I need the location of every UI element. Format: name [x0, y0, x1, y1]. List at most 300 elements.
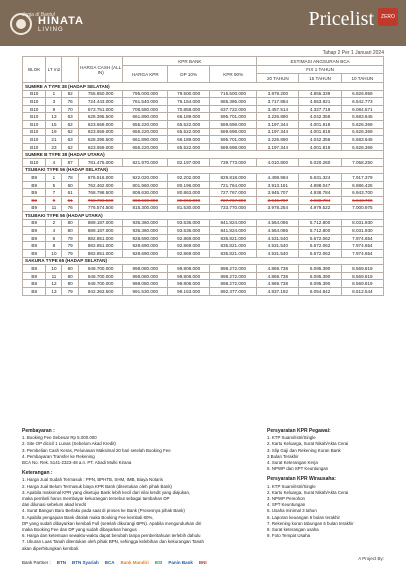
table-cell: 8	[46, 242, 62, 250]
table-cell: 5.712.800	[299, 227, 341, 235]
list-item: 4. Surat Bangun Baru Berlaku pada saat di proses ke Bank (Prosesnya pihak Bank)	[22, 508, 185, 514]
bank-partner-label: Bank Partner :	[22, 559, 51, 565]
term-date: Tahap 2 Per 1 Januari 2024	[322, 50, 384, 56]
table-cell: 65.522.000	[168, 143, 210, 151]
table-cell: 11	[46, 204, 62, 212]
logo-main-text: HINATA	[38, 15, 84, 27]
table-cell: 6.054.842	[299, 288, 341, 296]
bank-logo: BTN	[56, 559, 67, 565]
table-cell: 623.659.000	[78, 143, 123, 151]
table-cell: B10	[23, 105, 46, 113]
table-cell: 4.837.192	[257, 288, 299, 296]
table-cell: 4.042.356	[299, 136, 341, 144]
table-cell: 15	[46, 120, 62, 128]
table-cell: B10	[23, 113, 46, 121]
table-cell: 928.690.000	[123, 250, 168, 258]
table-cell: 889.187.000	[78, 227, 123, 235]
list-item: 1. Booking Fee Sebesar Rp 5.000.000	[22, 435, 97, 441]
table-cell: 4.898.047	[299, 181, 341, 189]
table-cell: 655.220.000	[123, 143, 168, 151]
list-item: 7. Rekening koran tabungan 6 bulan terakhir	[267, 520, 354, 526]
table-cell: 991.530.000	[123, 288, 168, 296]
table-cell: 82	[62, 90, 78, 98]
table-cell: B9	[23, 227, 46, 235]
bank-logo: BTN Syariah	[72, 559, 99, 565]
table-cell: 637.722.000	[210, 105, 257, 113]
col-dp: DP 10%	[168, 66, 210, 83]
table-cell: 4.001.818	[299, 128, 341, 136]
table-cell: 3.945.707	[257, 189, 299, 197]
table-cell: 998.080.000	[123, 272, 168, 280]
table-row	[23, 196, 384, 204]
pembayaran-list	[22, 435, 232, 466]
table-cell: 60	[62, 181, 78, 189]
col-10th: 10 TAHUN	[341, 74, 383, 83]
table-cell: 87	[62, 158, 78, 166]
table-cell: 92.202.000	[168, 174, 210, 182]
table-cell: B10	[23, 90, 46, 98]
table-cell: 948.700.000	[78, 265, 123, 273]
list-item: 6. Laporan keuangan 6 bulan terakhir	[267, 514, 340, 520]
table-cell: 1	[46, 174, 62, 182]
table-cell: 93.536.000	[168, 227, 210, 235]
table-cell: 5.020.260	[299, 158, 341, 166]
table-cell: 922.020.000	[123, 174, 168, 182]
kpr-wirausaha-list	[267, 484, 387, 540]
table-cell: 685.386.000	[210, 98, 257, 106]
table-cell: 655.220.000	[123, 128, 168, 136]
table-cell: 3.879.200	[257, 90, 299, 98]
table-cell: 781.475.000	[78, 158, 123, 166]
table-cell: 5.626.369	[341, 128, 383, 136]
table-cell: 6.095.390	[299, 265, 341, 273]
bank-logo: Panin Bank	[168, 559, 193, 565]
table-cell: 661.890.000	[123, 136, 168, 144]
table-cell: 4.869.738	[257, 265, 299, 273]
table-row	[23, 288, 384, 296]
table-cell: B9	[23, 219, 46, 227]
table-cell: 6.826.959	[341, 90, 383, 98]
table-cell: 3.913.161	[257, 181, 299, 189]
kpr-wirausaha-title: Persyaratan KPR Wirausaha:	[267, 476, 336, 483]
table-cell: 882.851.000	[78, 250, 123, 258]
list-item: 3. Slip Gaji dan Rekening Koran Bank	[267, 447, 341, 453]
pembayaran-title: Pembayaran :	[22, 428, 55, 434]
table-cell: 755.850.000	[78, 90, 123, 98]
table-cell: 595.701.000	[210, 136, 257, 144]
table-cell: 3.197.344	[257, 120, 299, 128]
table-cell: 841.824.000	[210, 219, 257, 227]
table-row	[23, 105, 384, 113]
table-cell: 5.626.369	[341, 143, 383, 151]
bank-logo: BCA	[104, 559, 115, 565]
table-cell: 815.300.000	[123, 204, 168, 212]
hinata-logo	[10, 10, 120, 38]
table-cell: 7.000.975	[341, 204, 383, 212]
table-cell: 898.272.000	[210, 272, 257, 280]
table-cell: 65.522.000	[168, 120, 210, 128]
logo-sub-text: LIVING	[38, 27, 64, 33]
table-cell: 4.564.086	[257, 227, 299, 235]
table-cell: B10	[23, 136, 46, 144]
table-cell: 892.377.000	[210, 288, 257, 296]
col-harga-cash: HARGA CASH (ALL IN)	[78, 57, 123, 83]
table-cell: 898.272.000	[210, 280, 257, 288]
col-fix: FIX 1 TAHUN	[257, 66, 384, 74]
table-row	[23, 128, 384, 136]
table-cell: 768.798.500	[78, 196, 123, 204]
table-cell: 898.272.000	[210, 265, 257, 273]
table-cell: 882.851.000	[78, 234, 123, 242]
table-cell: B8	[23, 272, 46, 280]
price-table	[22, 56, 384, 296]
table-cell: 80.196.000	[168, 181, 210, 189]
list-item: 3. Apabila maksimal KPR yang disetujui Bank lebih kecil dari nilai kredit yang diajukan,	[22, 489, 191, 495]
table-cell: 66.189.000	[168, 136, 210, 144]
kpr-pegawai-list	[267, 435, 387, 472]
table-cell: 889.187.000	[78, 219, 123, 227]
table-cell: 79	[62, 250, 78, 258]
table-cell: 65.522.000	[168, 128, 210, 136]
table-cell: 935.360.000	[123, 227, 168, 235]
table-cell: 733.770.000	[210, 204, 257, 212]
table-cell: 80.863.000	[168, 189, 210, 197]
table-cell: 5	[46, 181, 62, 189]
kpr-pegawai-title: Persyaratan KPR Pegawai:	[267, 428, 331, 434]
table-cell: 589.698.000	[210, 128, 257, 136]
table-row	[23, 219, 384, 227]
table-cell: 727.767.000	[210, 189, 257, 197]
table-cell: 7.974.654	[341, 242, 383, 250]
table-cell: 99.153.000	[168, 288, 210, 296]
col-blok: BLOK	[23, 57, 46, 83]
table-cell: 628.395.500	[78, 113, 123, 121]
section-row: SAKURA TYPE 65 (HADAP SELATAN)	[23, 257, 384, 265]
table-cell: 829.818.000	[210, 174, 257, 182]
list-item: 2. Site OP dicicil 1 Lunas (Sebelum Akad Kredit)	[22, 441, 116, 447]
list-item: 4. SPT Keuntungan	[267, 502, 306, 508]
table-cell: 762.462.000	[78, 181, 123, 189]
table-row	[23, 227, 384, 235]
table-row	[23, 250, 384, 258]
table-cell: 5.712.800	[299, 219, 341, 227]
table-cell: 623.659.000	[78, 128, 123, 136]
table-cell: 79	[62, 234, 78, 242]
table-cell: 589.698.000	[210, 120, 257, 128]
table-cell: 821.970.000	[123, 158, 168, 166]
table-cell: 761.540.000	[123, 98, 168, 106]
bank-logo: Bank Mandiri	[120, 559, 149, 565]
table-cell: 7.974.654	[341, 250, 383, 258]
table-row	[23, 98, 384, 106]
table-cell: 4.498.994	[257, 174, 299, 182]
table-cell: 80	[62, 272, 78, 280]
table-row	[23, 158, 384, 166]
table-cell: 6	[46, 234, 62, 242]
list-item: 4. Pembayaran Transfer ke Rekening	[22, 453, 95, 459]
table-cell: 63	[62, 136, 78, 144]
table-cell: 4.869.738	[257, 280, 299, 288]
table-cell: 935.360.000	[123, 219, 168, 227]
table-cell: 808.630.000	[123, 189, 168, 197]
table-cell: 3.226.890	[257, 113, 299, 121]
table-cell: 808.630.000	[123, 196, 168, 204]
header-bar	[0, 0, 406, 46]
table-cell: B9	[23, 204, 46, 212]
bank-logo: BSI	[154, 559, 163, 565]
table-cell: 6.084.571	[341, 105, 383, 113]
table-cell: 6.095.390	[299, 280, 341, 288]
col-harga-kpr: HARGA KPR	[123, 66, 168, 83]
table-row	[23, 280, 384, 288]
table-cell: 80	[62, 280, 78, 288]
table-cell: 3.226.890	[257, 136, 299, 144]
table-row	[23, 120, 384, 128]
list-item: 4. Surat Keterangan Kerja	[267, 460, 318, 466]
list-item: 3. Pembelian Cash Keras, Pelunasan Maksimal 20 hari setelah Booking Fee	[22, 447, 171, 453]
table-cell: 10	[46, 265, 62, 273]
list-item: 6. Harga dan ketentuan sewaktu-waktu dapat berubah tanpa pemberitahuan terlebih dahulu	[22, 533, 201, 539]
table-cell: 79	[62, 288, 78, 296]
table-cell: 3.717.884	[257, 98, 299, 106]
table-cell: 6.095.390	[299, 272, 341, 280]
table-cell: 4.979.522	[299, 204, 341, 212]
table-cell: 5.683.645	[341, 136, 383, 144]
table-cell: 82.197.000	[168, 158, 210, 166]
table-row	[23, 136, 384, 144]
table-cell: 3.945.707	[257, 196, 299, 204]
table-cell: 7.917.379	[341, 174, 383, 182]
section-row: SUMIRE A TYPE 38 (HADAP SELATAN)	[23, 83, 384, 91]
table-cell: B9	[23, 196, 46, 204]
table-cell: 80	[62, 265, 78, 273]
table-cell: 6.943.700	[341, 189, 383, 197]
table-row	[23, 90, 384, 98]
footer	[22, 556, 384, 568]
table-cell: 12	[46, 280, 62, 288]
list-item: 1. KTP Suami/Istri/Single	[267, 483, 316, 489]
table-cell: 4	[46, 158, 62, 166]
table-cell: 661.890.000	[123, 113, 168, 121]
table-cell: 10	[46, 250, 62, 258]
table-cell: 928.690.000	[123, 242, 168, 250]
table-cell: 4.938.784	[299, 189, 341, 197]
table-cell: 7.974.654	[341, 234, 383, 242]
table-cell: 841.824.000	[210, 227, 257, 235]
table-cell: 795.000.000	[123, 90, 168, 98]
table-cell: B9	[23, 242, 46, 250]
table-cell: 835.821.000	[210, 242, 257, 250]
table-cell: 19	[46, 128, 62, 136]
table-cell: 628.395.500	[78, 136, 123, 144]
table-cell: 727.767.000	[210, 196, 257, 204]
table-cell: 7	[46, 189, 62, 197]
col-kpr-bank: KPR BANK	[123, 57, 257, 66]
table-cell: 948.700.000	[78, 280, 123, 288]
list-item: BCA No. Rek. 5141-2323-48 a.n. PT. Abadi Mulki Kirana	[22, 460, 132, 466]
list-item: 1. KTP Suami/Istri/Single	[267, 435, 316, 441]
table-cell: 6.542.773	[341, 98, 383, 106]
logo-tagline: Jogja di Bantul	[22, 12, 55, 18]
col-estimasi: ESTIMASI ANGSURAN BCA	[257, 57, 384, 66]
table-cell: 92.869.000	[168, 242, 210, 250]
table-cell: B8	[23, 288, 46, 296]
table-cell: B8	[23, 265, 46, 273]
table-cell: 1	[46, 90, 62, 98]
table-cell: 5.683.645	[341, 113, 383, 121]
table-cell: 655.220.000	[123, 120, 168, 128]
table-cell: B9	[23, 250, 46, 258]
table-cell: 589.698.000	[210, 143, 257, 151]
keterangan-list	[22, 477, 232, 551]
table-cell: 3.978.254	[257, 204, 299, 212]
zero-badge: ZERO	[378, 8, 398, 26]
col-lt: LT m2	[46, 57, 62, 83]
list-item: 2. Kartu Keluarga, Surat Nikah/Akta Cerai	[267, 441, 349, 447]
table-cell: 70	[62, 105, 78, 113]
table-row	[23, 272, 384, 280]
table-cell: 11	[46, 272, 62, 280]
table-cell: 4.564.086	[257, 219, 299, 227]
table-cell: 5.672.062	[299, 234, 341, 242]
section-row: TSUBAKI TYPE 56 (HADAP UTARA)	[23, 212, 384, 220]
table-cell: B9	[23, 174, 46, 182]
table-cell: 76	[62, 98, 78, 106]
notes-section	[22, 428, 384, 551]
table-cell: 63	[62, 113, 78, 121]
table-row	[23, 174, 384, 182]
section-row: TSUBAKI TYPE 56 (HADAP SELATAN)	[23, 166, 384, 174]
table-cell: 942.363.500	[78, 288, 123, 296]
list-item: DP yang sudah dibayarkan kembali Full (setelah dikurangi BPN). Apabila mengundurkan diri	[22, 520, 202, 526]
table-row	[23, 189, 384, 197]
table-cell: 13	[46, 288, 62, 296]
table-row	[23, 204, 384, 212]
table-cell: 66.189.000	[168, 113, 210, 121]
page-title: Pricelist	[308, 8, 374, 30]
table-cell: 8.031.930	[341, 227, 383, 235]
table-cell: B10	[23, 128, 46, 136]
table-cell: 9	[46, 196, 62, 204]
table-cell: 4.010.800	[257, 158, 299, 166]
table-cell: 3.197.344	[257, 128, 299, 136]
table-cell: 3.457.514	[257, 105, 299, 113]
table-cell: 80	[62, 227, 78, 235]
table-cell: 801.960.000	[123, 181, 168, 189]
table-cell: 4.855.339	[299, 90, 341, 98]
table-cell: 61	[62, 196, 78, 204]
table-cell: B10	[23, 158, 46, 166]
table-cell: 998.080.000	[123, 265, 168, 273]
table-cell: 3.197.344	[257, 143, 299, 151]
table-cell: 13	[46, 113, 62, 121]
list-item: 5. Apabila pengajuan Bank ditolak maka Booking Fee kembali 80%,	[22, 514, 154, 520]
table-cell: B9	[23, 234, 46, 242]
table-row	[23, 265, 384, 273]
table-cell: 5.672.062	[299, 242, 341, 250]
list-item: 5. NPWP dan SPT Keuntungan	[267, 466, 329, 472]
table-cell: 776.574.500	[78, 204, 123, 212]
table-cell: B10	[23, 143, 46, 151]
list-item: 5. Usaha minimal 3 tahun	[267, 508, 317, 514]
table-cell: 5.631.324	[299, 174, 341, 182]
table-cell: 8.569.819	[341, 265, 383, 273]
keterangan-title: Keterangan :	[22, 470, 53, 477]
table-cell: 4.327.719	[299, 105, 341, 113]
table-cell: 8.569.819	[341, 280, 383, 288]
table-cell: B10	[23, 120, 46, 128]
table-cell: 4.042.356	[299, 113, 341, 121]
table-cell: 76	[62, 204, 78, 212]
table-cell: 4.531.540	[257, 234, 299, 242]
table-cell: 948.700.000	[78, 272, 123, 280]
table-row	[23, 181, 384, 189]
table-cell: 5.626.369	[341, 120, 383, 128]
table-row	[23, 234, 384, 242]
table-cell: 79.500.000	[168, 90, 210, 98]
table-cell: 93.536.000	[168, 219, 210, 227]
table-cell: 6.886.425	[341, 181, 383, 189]
list-item: 8. Surat keterangan usaha	[267, 527, 319, 533]
table-cell: 715.500.000	[210, 90, 257, 98]
project-by-label: A Project By:	[358, 556, 384, 561]
table-cell: 768.798.500	[78, 189, 123, 197]
table-cell: 23	[46, 143, 62, 151]
table-cell: 81.530.000	[168, 204, 210, 212]
table-cell: 4.531.540	[257, 242, 299, 250]
table-cell: 4.001.818	[299, 143, 341, 151]
col-lt2	[62, 57, 78, 83]
list-item: 1. Harga Jual Sudah Termasuk : PPN, BPHTB, SHM, IMB, Biaya Notaris	[22, 477, 163, 483]
table-cell: 8.569.819	[341, 272, 383, 280]
table-cell: 99.808.000	[168, 272, 210, 280]
list-item: 2. Harga Jual Belum Termasuk biaya KPR Bank (ditentukan oleh pihak Bank)	[22, 483, 173, 489]
table-cell: 62	[62, 128, 78, 136]
list-item: 7. Ukuran Luas Tanah ditentukan oleh pihak BPN, sehingga kelebihan dan kekurangan Tanah	[22, 539, 204, 545]
table-cell: 739.773.000	[210, 158, 257, 166]
list-item: 2. Kartu Keluarga, Surat Nikah/Akta Cerai	[267, 489, 349, 495]
table-cell: 595.701.000	[210, 113, 257, 121]
table-cell: 92.869.000	[168, 250, 210, 258]
table-cell: 2	[46, 219, 62, 227]
table-cell: 4.001.818	[299, 120, 341, 128]
table-cell: 3	[46, 98, 62, 106]
table-row	[23, 113, 384, 121]
table-row	[23, 143, 384, 151]
table-cell: 61	[62, 189, 78, 197]
table-cell: 76.154.000	[168, 98, 210, 106]
table-cell: 70.858.000	[168, 105, 210, 113]
table-cell: 7.058.250	[341, 158, 383, 166]
table-cell: 62	[62, 120, 78, 128]
table-cell: 92.869.000	[168, 234, 210, 242]
table-cell: 21	[46, 136, 62, 144]
section-row: SUMIRE B TYPE 38 (HADAP UTARA)	[23, 151, 384, 159]
list-item: maka Booking Fee dan DP yang sudah dibayarkan hangus	[22, 527, 137, 533]
table-cell: 99.808.000	[168, 280, 210, 288]
table-cell: 623.659.000	[78, 120, 123, 128]
table-cell: 876.516.000	[78, 174, 123, 182]
table-cell: 673.751.000	[78, 105, 123, 113]
table-cell: 4.653.821	[299, 98, 341, 106]
list-item: 9. Foto Tempat Usaha	[267, 533, 311, 539]
col-15th: 15 TAHUN	[299, 74, 341, 83]
table-cell: 4.869.738	[257, 272, 299, 280]
table-cell: 4	[46, 227, 62, 235]
table-cell: 80	[62, 219, 78, 227]
list-item: dan dilunasi sebelum akad kredit	[22, 502, 86, 508]
table-cell: 62	[62, 143, 78, 151]
